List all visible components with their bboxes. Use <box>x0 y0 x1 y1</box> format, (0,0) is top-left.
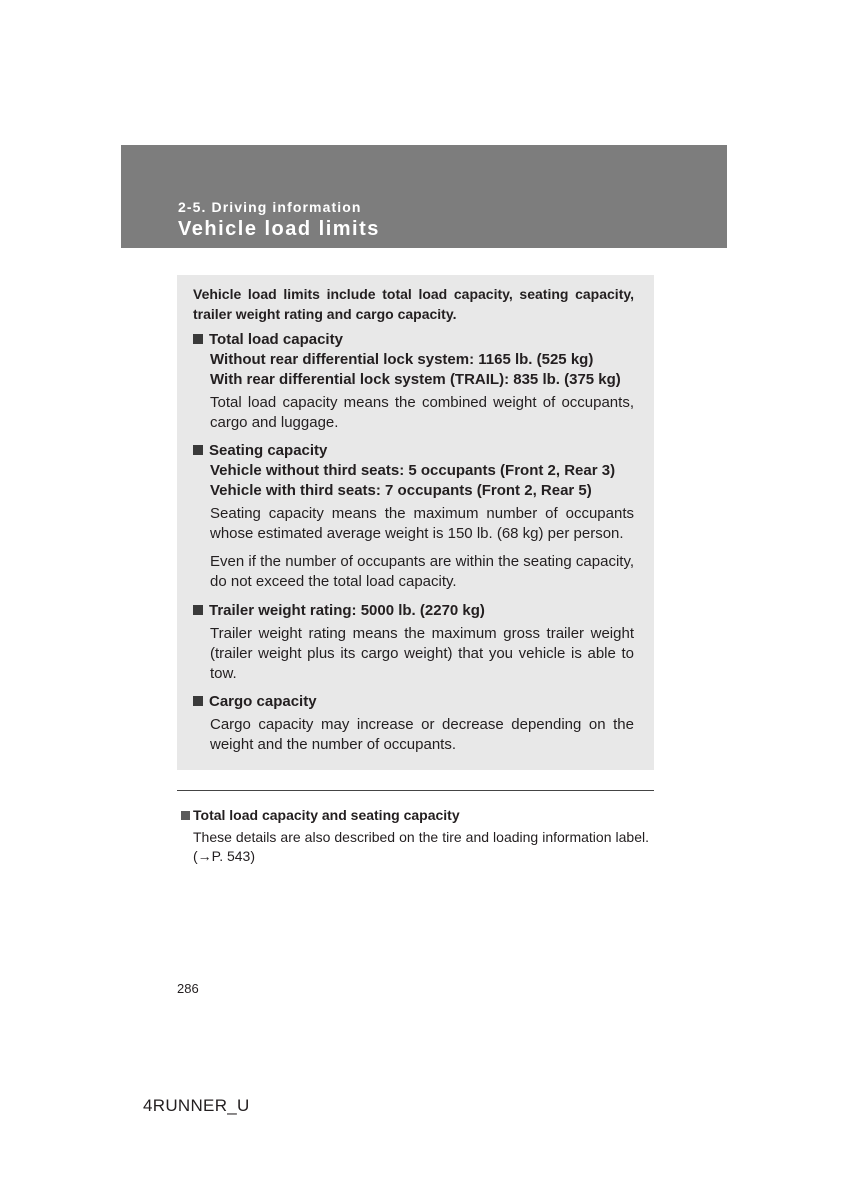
info-box <box>177 275 654 770</box>
section-total-load <box>193 330 634 433</box>
page-title: Vehicle load limits <box>178 218 380 240</box>
intro-text: Vehicle load limits include total load capacity, seating capacity, trailer weight rating and cargo capacity. <box>193 286 634 322</box>
section-label: 2-5. Driving information <box>178 199 362 215</box>
section-heading: Total load capacity <box>209 331 343 348</box>
spec-line: With rear differential lock system (TRAIL): 835 lb. (375 kg) <box>210 371 621 388</box>
footer-code: 4RUNNER_U <box>143 1096 250 1115</box>
note-text: These details are also described on the tire and loading information label. (→P. 543) <box>193 829 649 864</box>
note-section <box>181 806 649 866</box>
square-bullet-icon <box>193 334 203 344</box>
square-bullet-icon <box>193 605 203 615</box>
square-bullet-icon <box>193 445 203 455</box>
section-trailer <box>193 601 634 684</box>
section-heading: Trailer weight rating: 5000 lb. (2270 kg) <box>209 602 485 619</box>
square-bullet-icon <box>181 811 190 820</box>
page-number: 286 <box>177 981 199 996</box>
section-heading: Cargo capacity <box>209 693 317 710</box>
note-heading: Total load capacity and seating capacity <box>193 807 460 823</box>
section-paragraph: Trailer weight rating means the maximum gross trailer weight (trailer weight plus its cargo weight) that you vehicle is able to tow. <box>210 625 634 682</box>
section-paragraph: Total load capacity means the combined weight of occupants, cargo and luggage. <box>210 394 634 431</box>
spec-line: Vehicle without third seats: 5 occupants (Front 2, Rear 3) <box>210 462 616 479</box>
section-cargo <box>193 692 634 755</box>
spec-line: Vehicle with third seats: 7 occupants (Front 2, Rear 5) <box>210 482 592 499</box>
square-bullet-icon <box>193 696 203 706</box>
section-seating <box>193 441 634 592</box>
divider <box>177 790 654 791</box>
section-paragraph: Even if the number of occupants are within the seating capacity, do not exceed the total load capacity. <box>210 553 634 590</box>
chapter-header <box>121 145 727 248</box>
section-heading: Seating capacity <box>209 442 328 459</box>
spec-line: Without rear differential lock system: 1165 lb. (525 kg) <box>210 351 594 368</box>
section-paragraph: Seating capacity means the maximum number of occupants whose estimated average weight is 150 lb. (68 kg) per person. <box>210 505 634 542</box>
section-paragraph: Cargo capacity may increase or decrease depending on the weight and the number of occupants. <box>210 716 634 753</box>
